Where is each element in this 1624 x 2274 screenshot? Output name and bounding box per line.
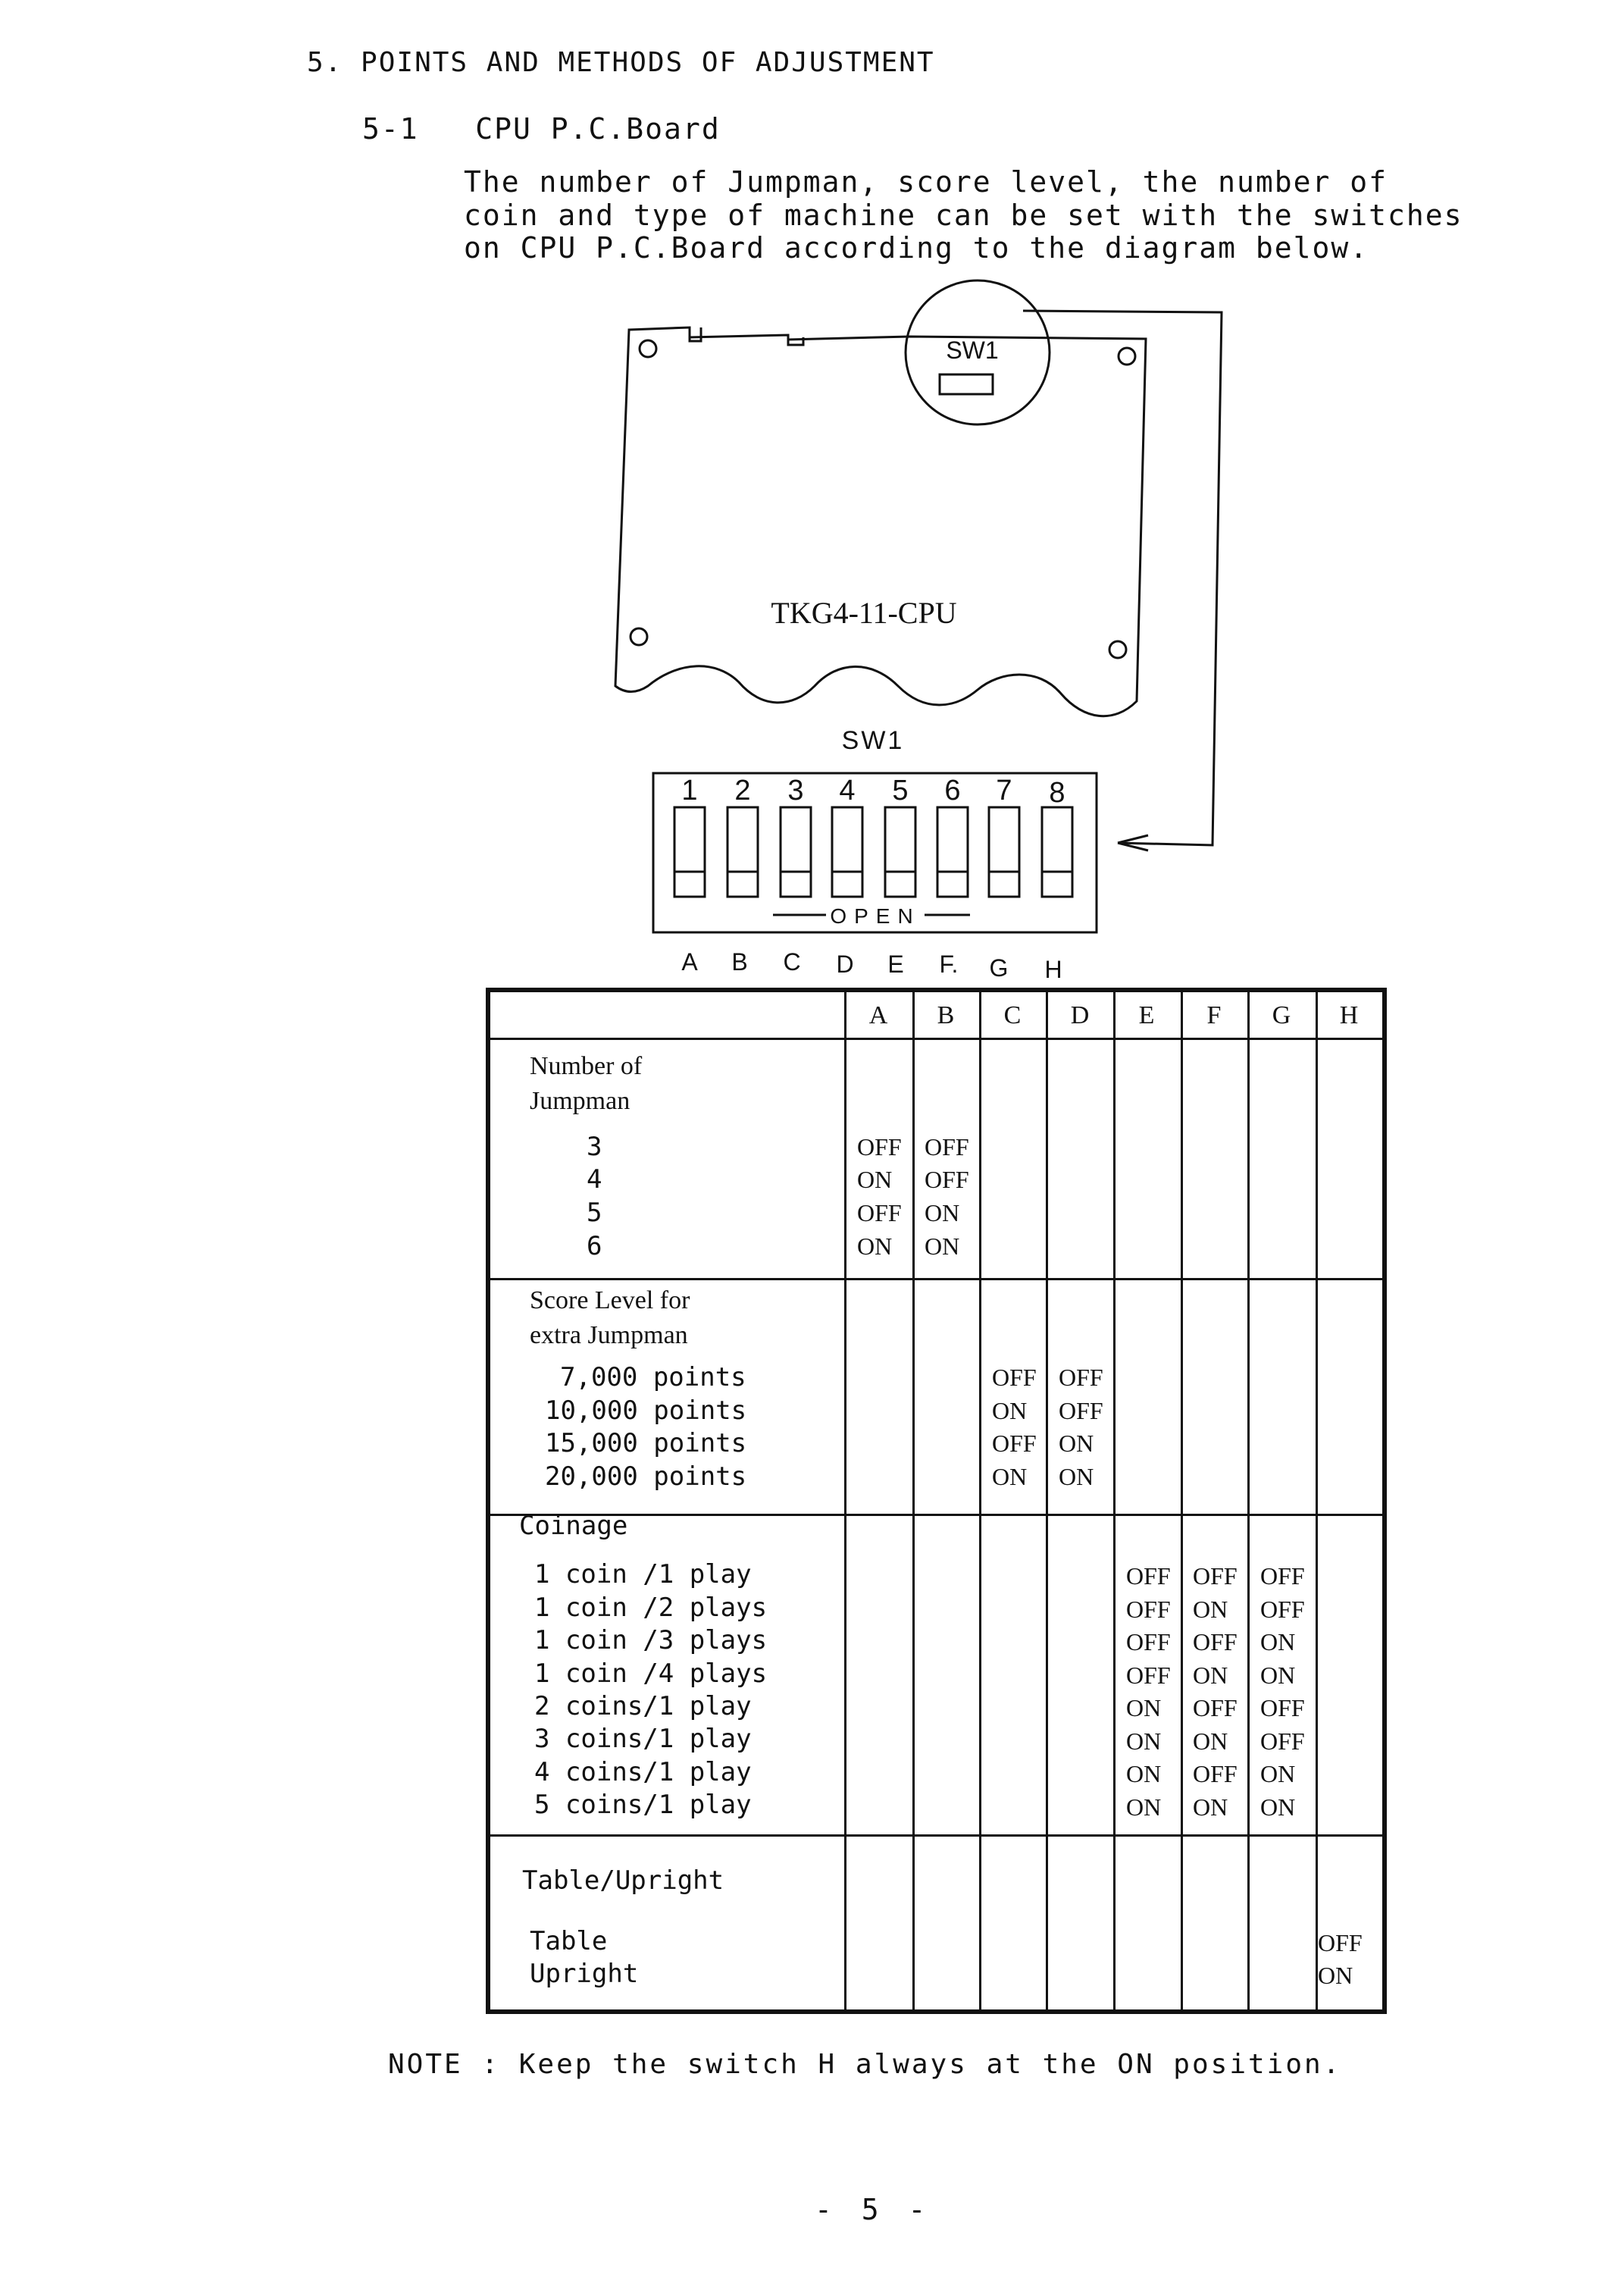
group-title-jumpman: Number of Jumpman xyxy=(530,1052,643,1115)
option-label: Table xyxy=(530,1926,608,1956)
sw1-small-switch xyxy=(940,374,993,394)
cell-g: ON xyxy=(1260,1760,1296,1787)
cell-g: OFF xyxy=(1260,1562,1305,1590)
option-label: 1 coin /3 plays xyxy=(534,1625,768,1655)
cell-f: ON xyxy=(1193,1596,1228,1623)
dip-switch-6 xyxy=(937,807,968,897)
cell-a: OFF xyxy=(857,1199,902,1226)
option-label: 5 coins/1 play xyxy=(534,1790,752,1820)
sw1-callout-label: SW1 xyxy=(946,337,999,364)
cell-d: OFF xyxy=(1059,1397,1103,1424)
note-text: NOTE : Keep the switch H always at the ON position. xyxy=(388,2049,1342,2080)
col-header-d: D xyxy=(1070,1001,1090,1029)
cell-b: ON xyxy=(925,1233,960,1260)
cell-h: ON xyxy=(1318,1962,1353,1989)
page-number: - 5 - xyxy=(815,2193,932,2226)
table-hline xyxy=(490,1038,1382,1040)
option-label: 3 coins/1 play xyxy=(534,1724,752,1754)
switch-letter: B xyxy=(731,948,748,976)
cell-c: ON xyxy=(992,1463,1028,1490)
cell-g: ON xyxy=(1260,1793,1296,1821)
dip-switch-2 xyxy=(728,807,758,897)
group-title-score-level: Score Level for extra Jumpman xyxy=(530,1286,690,1349)
cell-g: ON xyxy=(1260,1662,1296,1689)
mounting-hole xyxy=(640,340,656,357)
cell-e: ON xyxy=(1126,1760,1162,1787)
section-heading: 5. POINTS AND METHODS OF ADJUSTMENT xyxy=(307,47,935,78)
option-label: 5 xyxy=(587,1198,602,1228)
option-label: 1 coin /2 plays xyxy=(534,1593,768,1623)
table-vline xyxy=(844,992,846,2009)
table-hline xyxy=(490,1278,1382,1280)
cell-e: OFF xyxy=(1126,1628,1171,1655)
board-label: TKG4-11-CPU xyxy=(771,596,957,630)
switch-number: 1 xyxy=(681,775,698,807)
group-title-table-upright: Table/Upright xyxy=(522,1865,724,1896)
cell-c: OFF xyxy=(992,1364,1037,1391)
switch-letter: C xyxy=(783,948,801,976)
intro-line-1: The number of Jumpman, score level, the number of xyxy=(464,165,1388,199)
switch-number: 6 xyxy=(944,775,961,807)
table-hline xyxy=(490,1834,1382,1837)
option-label: 20,000 points xyxy=(545,1461,747,1492)
col-header-b: B xyxy=(937,1001,955,1029)
switch-letter: H xyxy=(1044,956,1062,983)
dip-switch-5 xyxy=(885,807,915,897)
cell-e: OFF xyxy=(1126,1662,1171,1689)
cell-d: OFF xyxy=(1059,1364,1103,1391)
table-vline xyxy=(1113,992,1116,2009)
switch-letter: D xyxy=(836,951,854,978)
cell-e: ON xyxy=(1126,1694,1162,1721)
switch-letter: A xyxy=(681,948,698,976)
switch-letter: F. xyxy=(939,951,959,978)
switch-number: 3 xyxy=(787,775,804,807)
cell-g: OFF xyxy=(1260,1596,1305,1623)
switch-number: 2 xyxy=(734,775,751,807)
option-label: 2 coins/1 play xyxy=(534,1691,752,1721)
switch-number: 5 xyxy=(892,775,909,807)
cell-f: ON xyxy=(1193,1793,1228,1821)
table-vline xyxy=(1247,992,1250,2009)
cell-a: ON xyxy=(857,1233,893,1260)
table-vline xyxy=(1316,992,1318,2009)
intro-line-2: coin and type of machine can be set with the switches xyxy=(464,199,1463,232)
table-vline xyxy=(912,992,915,2009)
switch-number: 8 xyxy=(1049,777,1065,809)
cell-c: OFF xyxy=(992,1430,1037,1457)
cell-b: OFF xyxy=(925,1166,969,1193)
board-notch xyxy=(690,327,701,341)
switch-number: 7 xyxy=(996,775,1012,807)
dip-switch-7 xyxy=(989,807,1019,897)
dip-switch-settings-table xyxy=(486,988,1387,2014)
cell-d: ON xyxy=(1059,1463,1094,1490)
mounting-hole xyxy=(1109,641,1126,658)
option-label: 4 xyxy=(587,1164,602,1195)
mounting-hole xyxy=(1119,348,1135,365)
switch-letter: G xyxy=(989,954,1009,982)
table-vline xyxy=(1181,992,1183,2009)
cell-f: ON xyxy=(1193,1662,1228,1689)
cell-e: OFF xyxy=(1126,1562,1171,1590)
cell-e: ON xyxy=(1126,1793,1162,1821)
option-label: 6 xyxy=(587,1231,602,1261)
option-label: 1 coin /1 play xyxy=(534,1559,752,1590)
dip-switch-1 xyxy=(674,807,705,897)
cell-g: OFF xyxy=(1260,1727,1305,1755)
cell-a: OFF xyxy=(857,1133,902,1160)
dip-switch-8 xyxy=(1042,807,1072,897)
table-vline xyxy=(1046,992,1048,2009)
cell-a: ON xyxy=(857,1166,893,1193)
cell-f: OFF xyxy=(1193,1760,1238,1787)
col-header-e: E xyxy=(1138,1001,1155,1029)
option-label: 4 coins/1 play xyxy=(534,1757,752,1787)
switch-block-title: SW1 xyxy=(841,726,905,755)
option-label: Upright xyxy=(530,1959,639,1989)
cell-g: OFF xyxy=(1260,1694,1305,1721)
option-label: 15,000 points xyxy=(545,1428,747,1458)
cell-f: OFF xyxy=(1193,1694,1238,1721)
option-label: 1 coin /4 plays xyxy=(534,1659,768,1689)
group-title-coinage: Coinage xyxy=(519,1511,628,1541)
switch-number: 4 xyxy=(839,775,856,807)
board-outline xyxy=(615,327,1146,716)
cell-d: ON xyxy=(1059,1430,1094,1457)
option-label: 7,000 points xyxy=(560,1362,746,1392)
col-header-h: H xyxy=(1339,1001,1359,1029)
cell-f: OFF xyxy=(1193,1562,1238,1590)
cell-g: ON xyxy=(1260,1628,1296,1655)
cell-h: OFF xyxy=(1318,1929,1363,1956)
col-header-c: C xyxy=(1003,1001,1022,1029)
mounting-hole xyxy=(631,628,647,645)
dip-switch-4 xyxy=(832,807,862,897)
cell-e: ON xyxy=(1126,1727,1162,1755)
sw1-leader-line xyxy=(1023,311,1222,845)
cpu-board-diagram xyxy=(0,0,1624,985)
option-label: 3 xyxy=(587,1132,602,1162)
open-label: OPEN xyxy=(830,904,921,928)
dip-switch-3 xyxy=(781,807,811,897)
table-vline xyxy=(979,992,981,2009)
switch-letter: E xyxy=(887,951,904,978)
cell-b: OFF xyxy=(925,1133,969,1160)
col-header-g: G xyxy=(1272,1001,1291,1029)
col-header-a: A xyxy=(868,1001,888,1029)
intro-line-3: on CPU P.C.Board according to the diagram below. xyxy=(464,231,1369,265)
option-label: 10,000 points xyxy=(545,1395,747,1426)
cell-b: ON xyxy=(925,1199,960,1226)
cell-f: ON xyxy=(1193,1727,1228,1755)
subsection-heading: 5-1 CPU P.C.Board xyxy=(362,112,721,146)
cell-f: OFF xyxy=(1193,1628,1238,1655)
cell-e: OFF xyxy=(1126,1596,1171,1623)
col-header-f: F xyxy=(1206,1001,1222,1029)
cell-c: ON xyxy=(992,1397,1028,1424)
